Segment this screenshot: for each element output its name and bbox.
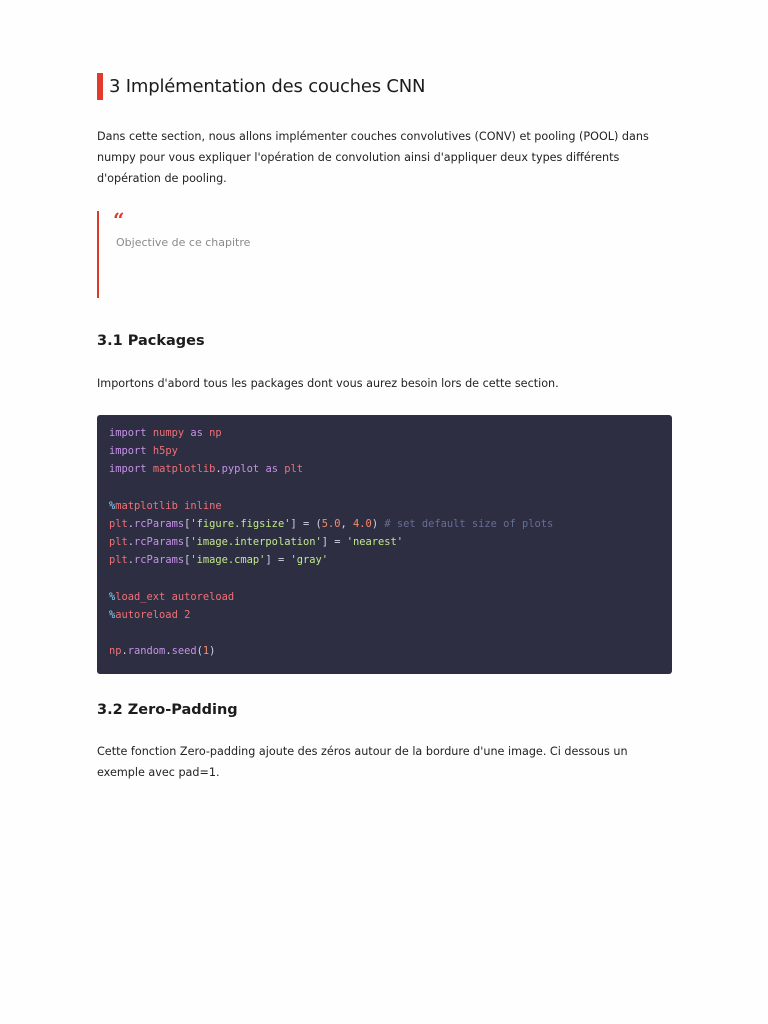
code-token: 4.0 [353, 517, 372, 530]
code-token: . [215, 463, 222, 476]
code-token: import [109, 445, 147, 458]
code-token: plt [109, 536, 128, 549]
quote-mark-icon: “ [113, 208, 125, 232]
code-line [109, 533, 660, 551]
code-token: rcParams [134, 517, 185, 530]
code-token: plt [109, 517, 128, 530]
code-token: np [109, 645, 122, 658]
code-line [109, 551, 660, 569]
code-token: % [109, 499, 116, 512]
code-token: plt [109, 554, 128, 567]
code-block[interactable] [97, 415, 672, 674]
code-token: ( [196, 645, 203, 658]
packages-heading: 3.1 Packages [97, 333, 205, 349]
code-token: matplotlib inline [115, 499, 222, 512]
code-token: ) [371, 517, 385, 530]
code-token: as [190, 427, 203, 439]
code-token: as [265, 463, 278, 476]
code-line [109, 642, 660, 660]
code-token: 1 [202, 645, 210, 658]
code-token: import [109, 463, 147, 476]
code-line [109, 460, 660, 478]
zero-padding-heading: 3.2 Zero-Padding [97, 702, 238, 718]
code-token: matplotlib [152, 463, 216, 476]
code-token: 'image.interpolation' [190, 536, 322, 549]
code-token: h5py [152, 445, 178, 458]
code-token: rcParams [134, 554, 185, 567]
code-token: 5.0 [321, 517, 341, 530]
code-line [109, 624, 660, 642]
code-token: % [109, 590, 116, 603]
code-token: # set default size of plots [384, 517, 554, 530]
zero-padding-text: Cette fonction Zero-padding ajoute des zéros autour de la bordure d'une image. Ci dessous un exemple avec pad=1. [97, 745, 628, 779]
code-token: autoreload 2 [115, 608, 191, 621]
code-token: % [109, 608, 116, 621]
code-token: . [127, 536, 135, 549]
code-token: [ [184, 554, 191, 567]
code-token: random [127, 645, 166, 658]
code-line [109, 424, 660, 442]
code-token: 'image.cmap' [190, 554, 266, 567]
code-token: ) [209, 645, 216, 658]
code-token: plt [284, 463, 304, 476]
code-line [109, 442, 660, 460]
code-token: ] = [265, 554, 291, 567]
code-token: seed [171, 645, 197, 658]
packages-text: Importons d'abord tous les packages dont vous aurez besoin lors de cette section. [97, 377, 559, 390]
code-token: . [127, 517, 135, 530]
code-line [109, 497, 660, 515]
code-token: pyplot [221, 463, 260, 476]
code-token: . [127, 554, 135, 567]
code-token: [ [184, 536, 191, 549]
code-token: import [109, 427, 147, 439]
code-token: ] = [321, 536, 347, 549]
quote-text: Objective de ce chapitre [116, 236, 251, 249]
code-line [109, 606, 660, 624]
code-token: 'figure.figsize' [190, 517, 291, 530]
code-line [109, 479, 660, 497]
code-token: ] = ( [290, 517, 322, 530]
code-token: 'gray' [290, 554, 329, 567]
code-token: numpy [152, 427, 185, 439]
code-token: rcParams [134, 536, 185, 549]
code-line [109, 515, 660, 533]
section-intro: Dans cette section, nous allons implémenter couches convolutives (CONV) et pooling (POOL) dans numpy pour vous expliquer l'opération de convolution ainsi d'appliquer deux types différents d'opération de pooling. [97, 130, 649, 185]
code-token: np [209, 427, 222, 439]
code-token: . [165, 645, 172, 658]
code-token: load_ext autoreload [115, 590, 235, 603]
code-token: . [121, 645, 128, 658]
code-line [109, 588, 660, 606]
code-token: 'nearest' [346, 536, 404, 549]
code-token: [ [184, 517, 191, 530]
code-token: , [340, 517, 354, 530]
section-title: 3 Implémentation des couches CNN [97, 73, 425, 100]
blockquote [97, 208, 659, 298]
code-line [109, 570, 660, 588]
